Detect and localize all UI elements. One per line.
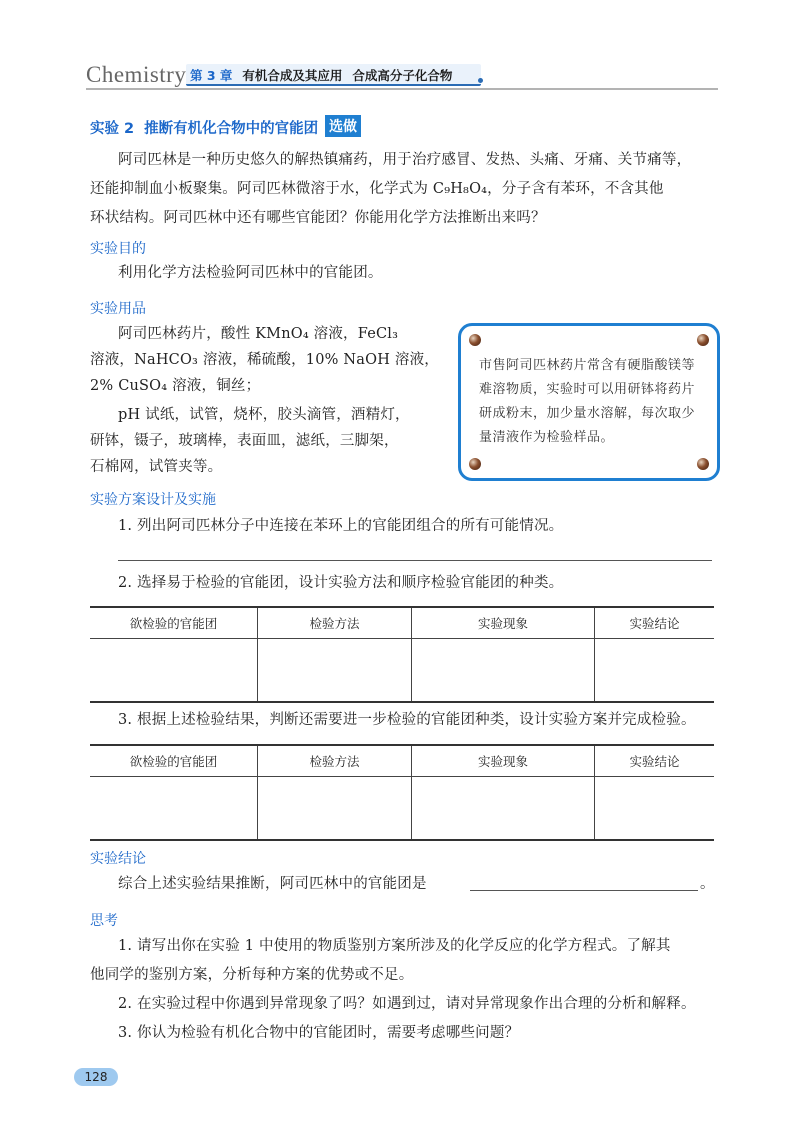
- design-step-3: 3. 根据上述检验结果，判断还需要进一步检验的官能团种类，设计实验方案并完成检验。: [118, 712, 696, 728]
- conclusion-heading: 实验结论: [90, 851, 146, 867]
- chapter-title-main: 有机合成及其应用: [242, 68, 343, 83]
- optional-badge: 选做: [325, 115, 361, 137]
- purpose-heading: 实验目的: [90, 241, 146, 257]
- note-box: [458, 323, 720, 481]
- table-header: 检验方法: [258, 745, 412, 777]
- intro-line-2: 还能抑制血小板聚集。阿司匹林微溶于水，化学式为 C₉H₈O₄，分子含有苯环，不含其他: [90, 181, 664, 197]
- table-cell[interactable]: [258, 639, 412, 703]
- brand-title: Chemistry: [86, 62, 187, 87]
- chapter-title-sub: 合成高分子化合物: [352, 68, 453, 83]
- conclusion-blank[interactable]: [470, 890, 698, 891]
- materials-line-6: 石棉网，试管夹等。: [90, 459, 223, 475]
- materials-line-5: 研钵，镊子，玻璃棒，表面皿，滤纸，三脚架，: [90, 433, 399, 449]
- purpose-text: 利用化学方法检验阿司匹林中的官能团。: [118, 265, 383, 281]
- experiment-number: 实验 2: [90, 121, 135, 137]
- chapter-title: [190, 66, 452, 84]
- note-text: 市售阿司匹林药片常含有硬脂酸镁等难溶物质，实验时可以用研钵将药片研成粉末，加少量水溶解，每次取少量清液作为检验样品。: [479, 358, 696, 445]
- question-1-line-2: 他同学的鉴别方案，分析每种方案的优势或不足。: [90, 967, 414, 983]
- table-cell[interactable]: [412, 639, 595, 703]
- table-header: 实验结论: [595, 745, 715, 777]
- intro-line-3: 环状结构。阿司匹林中还有哪些官能团？你能用化学方法推断出来吗？: [90, 210, 546, 226]
- conclusion-text: 综合上述实验结果推断，阿司匹林中的官能团是: [118, 876, 427, 892]
- table-header: 实验结论: [595, 607, 715, 639]
- table-header: 欲检验的官能团: [90, 745, 258, 777]
- design-step-2: 2. 选择易于检验的官能团，设计实验方法和顺序检验官能团的种类。: [118, 575, 564, 591]
- table-cell[interactable]: [90, 777, 258, 841]
- question-3: 3. 你认为检验有机化合物中的官能团时，需要考虑哪些问题？: [118, 1025, 520, 1041]
- table-header: 实验现象: [412, 745, 595, 777]
- materials-line-4: pH 试纸，试管，烧杯，胶头滴管，酒精灯，: [118, 407, 410, 423]
- intro-line-1: 阿司匹林是一种历史悠久的解热镇痛药，用于治疗感冒、发热、头痛、牙痛、关节痛等，: [118, 152, 692, 168]
- chapter-number: 第 3 章: [190, 68, 233, 83]
- thinking-heading: 思考: [90, 913, 118, 929]
- design-heading: 实验方案设计及实施: [90, 492, 216, 508]
- table-header: 欲检验的官能团: [90, 607, 258, 639]
- page-number: 128: [74, 1068, 118, 1086]
- materials-line-3: 2% CuSO₄ 溶液，铜丝；: [90, 378, 261, 394]
- table-cell[interactable]: [595, 639, 715, 703]
- answer-line: [118, 560, 712, 561]
- table-cell[interactable]: [412, 777, 595, 841]
- result-table-1: [90, 606, 714, 703]
- materials-line-2: 溶液，NaHCO₃ 溶液，稀硫酸，10% NaOH 溶液，: [90, 352, 439, 368]
- table-cell[interactable]: [90, 639, 258, 703]
- result-table-2: [90, 744, 714, 841]
- table-cell[interactable]: [258, 777, 412, 841]
- header-dot-decor: [478, 78, 483, 83]
- table-header: 检验方法: [258, 607, 412, 639]
- pin-icon: [697, 334, 709, 346]
- question-1-line-1: 1. 请写出你在实验 1 中使用的物质鉴别方案所涉及的化学反应的化学方程式。了解其: [118, 938, 671, 954]
- pin-icon: [469, 458, 481, 470]
- table-cell[interactable]: [595, 777, 715, 841]
- design-step-1: 1. 列出阿司匹林分子中连接在苯环上的官能团组合的所有可能情况。: [118, 518, 564, 534]
- conclusion-end: 。: [700, 876, 715, 892]
- experiment-name: 推断有机化合物中的官能团: [144, 121, 319, 137]
- header-rule: [86, 88, 718, 90]
- experiment-title: [90, 117, 318, 138]
- table-header: 实验现象: [412, 607, 595, 639]
- question-2: 2. 在实验过程中你遇到异常现象了吗？如遇到过，请对异常现象作出合理的分析和解释。: [118, 996, 696, 1012]
- pin-icon: [697, 458, 709, 470]
- pin-icon: [469, 334, 481, 346]
- materials-line-1: 阿司匹林药片，酸性 KMnO₄ 溶液，FeCl₃: [118, 326, 399, 342]
- materials-heading: 实验用品: [90, 301, 146, 317]
